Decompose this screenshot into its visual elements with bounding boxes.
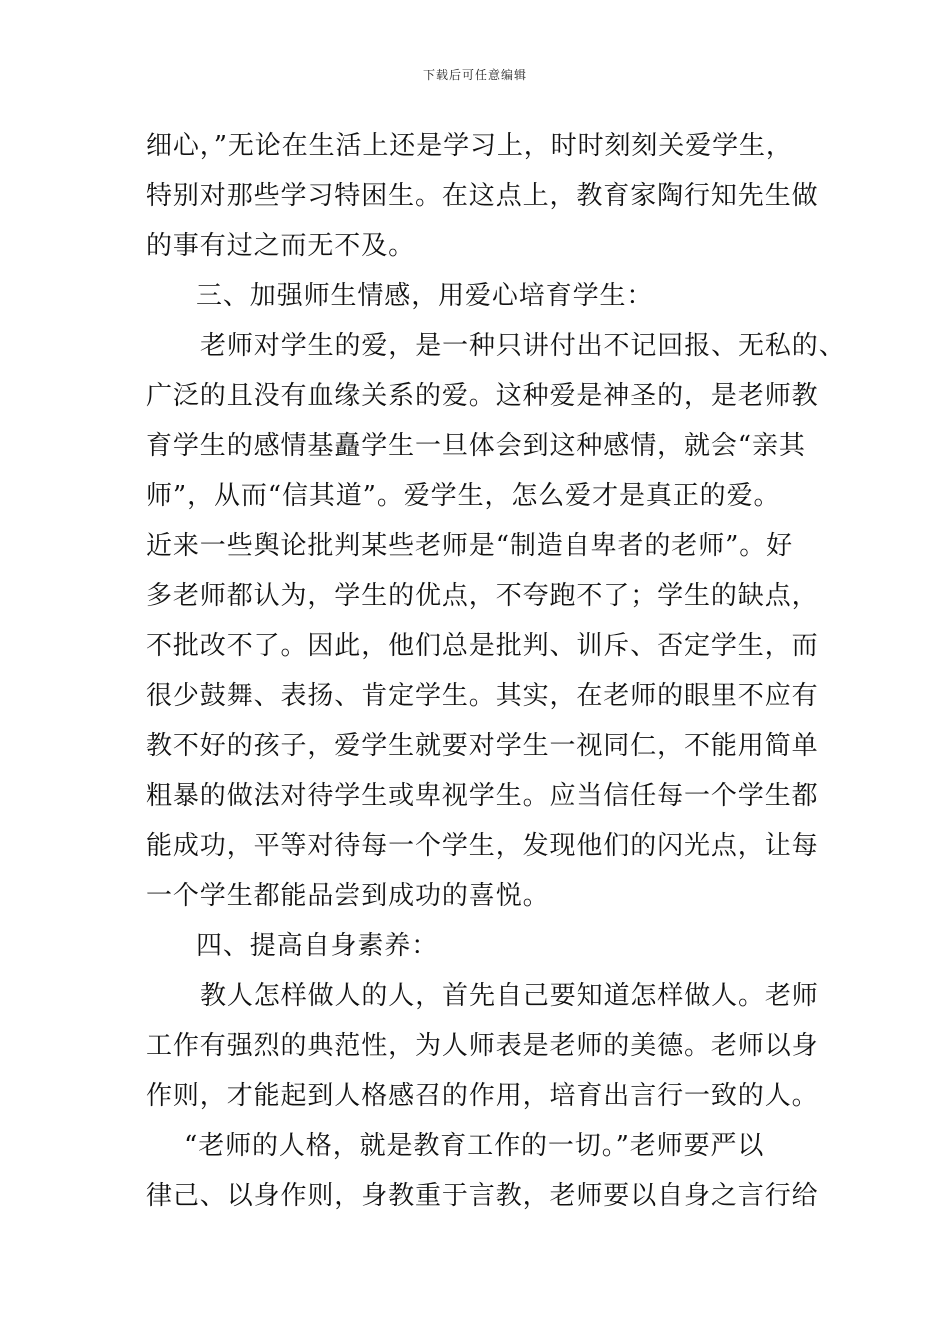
text-line: 广泛的且没有血缘关系的爱。这种爱是神圣的，是老师教 bbox=[146, 381, 819, 411]
text-line: 育学生的感情基矗学生一旦体会到这种感情，就会“亲其 bbox=[146, 431, 806, 461]
text-line: 教不好的孩子，爱学生就要对学生一视同仁，不能用简单 bbox=[146, 731, 819, 761]
text-line: 细心，”无论在生活上还是学习上，时时刻刻关爱学生， bbox=[146, 131, 793, 161]
text-line: 老师对学生的爱，是一种只讲付出不记回报、无私的、 bbox=[200, 331, 846, 361]
section-heading: 四、提高自身素养： bbox=[196, 931, 439, 961]
text-line: 律己、以身作则，身教重于言教，老师要以自身之言行给 bbox=[146, 1181, 819, 1211]
text-line: 工作有强烈的典范性，为人师表是老师的美德。老师以身 bbox=[146, 1031, 819, 1061]
text-line: 多老师都认为，学生的优点，不夸跑不了；学生的缺点， bbox=[146, 581, 819, 611]
text-line: 特别对那些学习特困生。在这点上，教育家陶行知先生做 bbox=[146, 181, 819, 211]
text-line: 作则，才能起到人格感召的作用，培育出言行一致的人。 bbox=[146, 1081, 819, 1111]
text-line: 师”，从而“信其道”。爱学生，怎么爱才是真正的爱。 bbox=[146, 481, 781, 511]
text-line: 一个学生都能品尝到成功的喜悦。 bbox=[146, 881, 550, 911]
text-line: “老师的人格，就是教育工作的一切。”老师要严以 bbox=[184, 1131, 765, 1161]
text-line: 教人怎样做人的人，首先自己要知道怎样做人。老师 bbox=[200, 981, 819, 1011]
text-line: 近来一些舆论批判某些老师是“制造自卑者的老师”。好 bbox=[146, 531, 794, 561]
text-line: 粗暴的做法对待学生或卑视学生。应当信任每一个学生都 bbox=[146, 781, 819, 811]
page-header: 下载后可任意编辑 bbox=[422, 68, 527, 82]
text-line: 的事有过之而无不及。 bbox=[146, 231, 416, 261]
section-heading: 三、加强师生情感，用爱心培育学生： bbox=[196, 281, 654, 311]
text-line: 能成功，平等对待每一个学生，发现他们的闪光点，让每 bbox=[146, 831, 819, 861]
text-line: 不批改不了。因此，他们总是批判、训斥、否定学生，而 bbox=[146, 631, 819, 661]
text-line: 很少鼓舞、表扬、肯定学生。其实，在老师的眼里不应有 bbox=[146, 681, 819, 711]
